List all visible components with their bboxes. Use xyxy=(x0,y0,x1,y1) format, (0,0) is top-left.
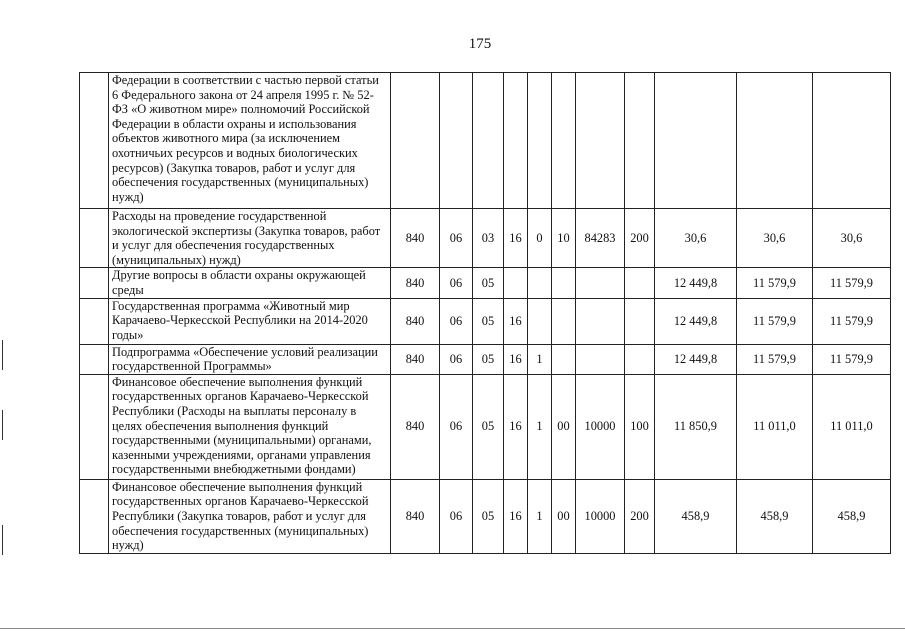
subsection-cell: 05 xyxy=(473,479,504,553)
ministry-cell: 840 xyxy=(391,209,440,268)
year1-cell: 12 449,8 xyxy=(655,268,737,298)
table-body xyxy=(80,73,891,554)
expense-type-cell: 100 xyxy=(625,374,655,479)
code-cell xyxy=(576,268,625,298)
program-cell: 16 xyxy=(504,374,528,479)
code-cell: 84283 xyxy=(576,209,625,268)
year2-cell: 11 011,0 xyxy=(737,374,813,479)
direction-cell xyxy=(552,268,576,298)
subprogram-cell xyxy=(528,73,552,209)
program-cell: 16 xyxy=(504,298,528,344)
code-cell xyxy=(576,298,625,344)
row-number-cell xyxy=(80,479,109,553)
expense-type-cell xyxy=(625,73,655,209)
ministry-cell: 840 xyxy=(391,344,440,374)
row-number-cell xyxy=(80,268,109,298)
year2-cell: 458,9 xyxy=(737,479,813,553)
year1-cell xyxy=(655,73,737,209)
section-cell: 06 xyxy=(440,479,473,553)
description-cell: Расходы на проведение государственной экологической экспертизы (Закупка товаров, работ и услуг для обеспечения государственных (муниципальных) нужд) xyxy=(109,209,391,268)
code-cell xyxy=(576,344,625,374)
year1-cell: 11 850,9 xyxy=(655,374,737,479)
section-cell: 06 xyxy=(440,209,473,268)
scan-edge-marks xyxy=(0,0,10,631)
year3-cell: 30,6 xyxy=(813,209,891,268)
year3-cell: 458,9 xyxy=(813,479,891,553)
ministry-cell xyxy=(391,73,440,209)
subprogram-cell xyxy=(528,298,552,344)
year2-cell: 11 579,9 xyxy=(737,344,813,374)
year1-cell: 12 449,8 xyxy=(655,298,737,344)
code-cell xyxy=(576,73,625,209)
year3-cell: 11 579,9 xyxy=(813,344,891,374)
page-number: 175 xyxy=(468,36,492,52)
section-cell xyxy=(440,73,473,209)
table-row xyxy=(80,374,891,479)
subprogram-cell: 1 xyxy=(528,374,552,479)
row-number-cell xyxy=(80,73,109,209)
description-cell: Государственная программа «Животный мир Карачаево-Черкесской Республики на 2014-2020 годы» xyxy=(109,298,391,344)
row-number-cell xyxy=(80,209,109,268)
subprogram-cell: 0 xyxy=(528,209,552,268)
table-row xyxy=(80,344,891,374)
direction-cell: 00 xyxy=(552,479,576,553)
subprogram-cell: 1 xyxy=(528,344,552,374)
description-cell: Федерации в соответствии с частью первой статьи 6 Федерального закона от 24 апреля 1995 г. № 52-ФЗ «О животном мире» полномочий Российской Федерации в области охраны и использования объектов животного мира (за исключением охотничьих ресурсов и водных биологических ресурсов) (Закупка товаров, работ и услуг для обеспечения государственных (муниципальных) нужд) xyxy=(109,73,391,209)
expense-type-cell xyxy=(625,268,655,298)
subsection-cell xyxy=(473,73,504,209)
expense-type-cell: 200 xyxy=(625,479,655,553)
expense-type-cell: 200 xyxy=(625,209,655,268)
code-cell: 10000 xyxy=(576,374,625,479)
section-cell: 06 xyxy=(440,374,473,479)
section-cell: 06 xyxy=(440,298,473,344)
program-cell: 16 xyxy=(504,209,528,268)
table-row xyxy=(80,268,891,298)
direction-cell: 00 xyxy=(552,374,576,479)
description-cell: Финансовое обеспечение выполнения функций государственных органов Карачаево-Черкесской Республики (Закупка товаров, работ и услуг для обеспечения государственных (муниципальных) нужд) xyxy=(109,479,391,553)
table-row xyxy=(80,479,891,553)
subsection-cell: 05 xyxy=(473,344,504,374)
program-cell xyxy=(504,268,528,298)
subsection-cell: 05 xyxy=(473,374,504,479)
subsection-cell: 05 xyxy=(473,298,504,344)
year3-cell xyxy=(813,73,891,209)
subsection-cell: 05 xyxy=(473,268,504,298)
subprogram-cell xyxy=(528,268,552,298)
table-row xyxy=(80,209,891,268)
description-cell: Другие вопросы в области охраны окружающей среды xyxy=(109,268,391,298)
direction-cell xyxy=(552,73,576,209)
section-cell: 06 xyxy=(440,268,473,298)
description-cell: Подпрограмма «Обеспечение условий реализации государственной Программы» xyxy=(109,344,391,374)
program-cell: 16 xyxy=(504,479,528,553)
row-number-cell xyxy=(80,344,109,374)
subprogram-cell: 1 xyxy=(528,479,552,553)
budget-table xyxy=(79,72,891,554)
expense-type-cell xyxy=(625,344,655,374)
row-number-cell xyxy=(80,374,109,479)
ministry-cell: 840 xyxy=(391,479,440,553)
year3-cell: 11 011,0 xyxy=(813,374,891,479)
scan-mark xyxy=(2,410,3,440)
year2-cell: 11 579,9 xyxy=(737,268,813,298)
year2-cell: 11 579,9 xyxy=(737,298,813,344)
year1-cell: 458,9 xyxy=(655,479,737,553)
ministry-cell: 840 xyxy=(391,268,440,298)
table-row xyxy=(80,298,891,344)
year2-cell xyxy=(737,73,813,209)
ministry-cell: 840 xyxy=(391,374,440,479)
year3-cell: 11 579,9 xyxy=(813,298,891,344)
subsection-cell: 03 xyxy=(473,209,504,268)
description-cell: Финансовое обеспечение выполнения функций государственных органов Карачаево-Черкесской Республики (Расходы на выплаты персоналу в целях обеспечения выполнения функций государственными (муниципальными) органами, казенными учреждениями, органами управления государственными внебюджетными фондами) xyxy=(109,374,391,479)
ministry-cell: 840 xyxy=(391,298,440,344)
section-cell: 06 xyxy=(440,344,473,374)
direction-cell xyxy=(552,344,576,374)
row-number-cell xyxy=(80,298,109,344)
program-cell xyxy=(504,73,528,209)
scan-mark xyxy=(2,525,3,555)
bottom-rule xyxy=(0,628,905,629)
year2-cell: 30,6 xyxy=(737,209,813,268)
scan-mark xyxy=(2,340,3,370)
direction-cell: 10 xyxy=(552,209,576,268)
code-cell: 10000 xyxy=(576,479,625,553)
program-cell: 16 xyxy=(504,344,528,374)
year1-cell: 30,6 xyxy=(655,209,737,268)
direction-cell xyxy=(552,298,576,344)
table-row xyxy=(80,73,891,209)
year1-cell: 12 449,8 xyxy=(655,344,737,374)
expense-type-cell xyxy=(625,298,655,344)
year3-cell: 11 579,9 xyxy=(813,268,891,298)
